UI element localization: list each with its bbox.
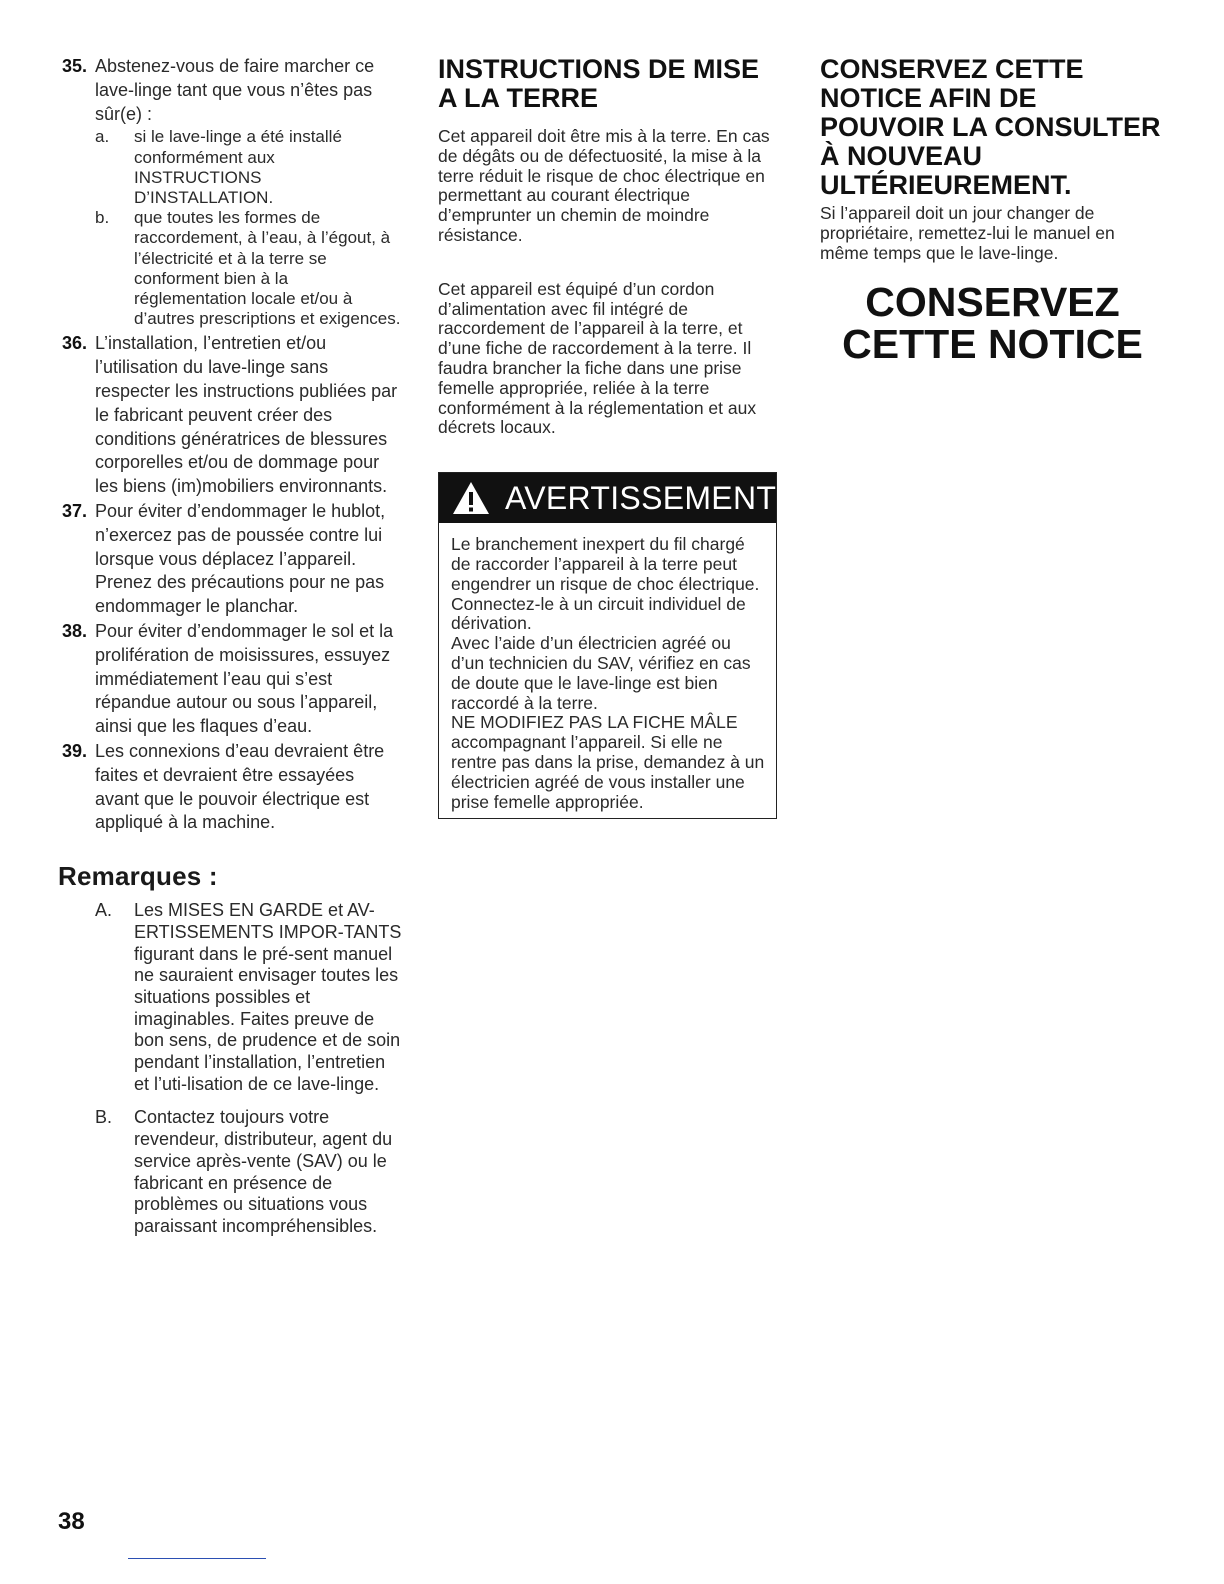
item-text: Les connexions d’eau devraient être faites et devraient être essayées avant que le pouvoir électrique est appliqué à la machine. bbox=[95, 740, 385, 833]
item-number: 36. bbox=[62, 333, 88, 354]
banner-line-1: CONSERVEZ bbox=[865, 279, 1120, 326]
list-item-36 bbox=[62, 332, 402, 499]
remark-letter: A. bbox=[95, 900, 113, 921]
sub-letter: b. bbox=[95, 208, 110, 228]
item-number: 39. bbox=[62, 740, 88, 761]
remarks-heading: Remarques : bbox=[58, 861, 218, 892]
remark-a bbox=[95, 900, 402, 1095]
footer-divider bbox=[128, 1558, 266, 1559]
remark-text: Les MISES EN GARDE et AV-ERTISSEMENTS IMPOR-TANTS figurant dans le pré-sent manuel ne sauraient envisager toutes les situations possibles et imaginables. Faites preuve de bon sens, de prudence et de soin pendant l’installation, l’entretien et l’uti-lisation de ce lave-linge. bbox=[134, 900, 402, 1094]
banner-line-2: CETTE NOTICE bbox=[842, 321, 1143, 368]
item-text: Pour éviter d’endommager le hublot, n’exercez pas de poussée contre lui lorsque vous déplacez l’appareil. Prenez des précautions pour ne pas endommager le planchar. bbox=[95, 501, 386, 617]
item-text: Abstenez-vous de faire marcher ce lave-linge tant que vous n’êtes pas sûr(e) : bbox=[95, 56, 375, 124]
left-column bbox=[58, 55, 402, 1250]
warning-title: AVERTISSEMENT bbox=[505, 479, 777, 516]
sub-letter: a. bbox=[95, 127, 110, 147]
list-item-38 bbox=[62, 620, 402, 739]
warning-body bbox=[439, 523, 776, 818]
remark-b bbox=[95, 1107, 402, 1237]
grounding-heading: INSTRUCTIONS DE MISE A LA TERRE bbox=[438, 54, 760, 113]
item-text: L’installation, l’entretien et/ou l’utilisation du lave-linge sans respecter les instructions publiées par le fabricant peuvent créer des conditions génératrices de blessures corporelles et/ou de dommage pour les biens (im)mobiliers environnants. bbox=[95, 333, 398, 497]
keep-notice-heading: CONSERVEZ CETTE NOTICE AFIN DE POUVOIR LA CONSULTER À NOUVEAU ULTÉRIEUREMENT. bbox=[820, 54, 1161, 200]
list-item-37 bbox=[62, 500, 402, 619]
item-number: 37. bbox=[62, 501, 88, 521]
warning-line: NE MODIFIEZ PAS LA FICHE MÂLE accompagnant l’appareil. Si elle ne rentre pas dans la prise, demandez à un électricien agréé de vous installer une prise femelle appropriée. bbox=[451, 712, 765, 812]
keep-notice-paragraph: Si l’appareil doit un jour changer de propriétaire, remettez-lui le manuel en même temps que le lave-linge. bbox=[820, 203, 1115, 263]
list-item-35 bbox=[62, 55, 402, 126]
remark-text: Contactez toujours votre revendeur, distributeur, agent du service après-vente (SAV) ou le fabricant en présence de problèmes ou situations vous paraissant incompréhensibles. bbox=[134, 1107, 393, 1236]
remark-letter: B. bbox=[95, 1107, 113, 1128]
sub-text: que toutes les formes de raccordement, à l’eau, à l’égout, à l’électricité et à la terre se conforment bien à la réglementation locale et/ou à d’autres prescriptions et exigences. bbox=[134, 208, 401, 329]
grounding-paragraph-1: Cet appareil doit être mis à la terre. En cas de dégâts ou de défectuosité, la mise à la terre réduit le risque de choc électrique en permettant au courant électrique d’emprunter un chemin de moindre résistance. bbox=[438, 126, 770, 245]
sub-text: si le lave-linge a été installé conformément aux INSTRUCTIONS D’INSTALLATION. bbox=[134, 127, 342, 207]
warning-line: Connectez-le à un circuit individuel de dérivation. bbox=[451, 593, 746, 634]
item-text: Pour éviter d’endommager le sol et la prolifération de moisissures, essuyez immédiatement l’eau qui s’est répandue autour ou sous l’appareil, ainsi que les flaques d’eau. bbox=[95, 620, 394, 737]
warning-triangle-icon bbox=[451, 480, 491, 516]
sub-item-a bbox=[95, 127, 402, 208]
grounding-paragraph-2: Cet appareil est équipé d’un cordon d’alimentation avec fil intégré de raccordement de l’appareil à la terre, et d’une fiche de raccordement à la terre. Il faudra brancher la fiche dans une prise femelle appropriée, reliée à la terre conformément à la réglementation et aux décrets locaux. bbox=[438, 278, 757, 438]
warning-line: Le branchement inexpert du fil chargé de raccorder l’appareil à la terre peut engendrer un risque de choc électrique. bbox=[451, 534, 760, 594]
item-number: 38. bbox=[62, 620, 88, 641]
page-number: 38 bbox=[58, 1508, 85, 1535]
middle-column bbox=[438, 55, 783, 819]
item-number: 35. bbox=[62, 56, 88, 76]
warning-line: Avec l’aide d’un électricien agréé ou d’un technicien du SAV, vérifiez en cas de doute que le lave-linge est bien raccordé à la terre. bbox=[451, 633, 751, 713]
warning-header bbox=[439, 473, 776, 523]
right-column bbox=[820, 54, 1165, 368]
sub-item-b bbox=[95, 208, 402, 329]
list-item-39 bbox=[62, 740, 402, 835]
warning-box bbox=[438, 472, 777, 819]
keep-notice-banner bbox=[820, 279, 1165, 368]
